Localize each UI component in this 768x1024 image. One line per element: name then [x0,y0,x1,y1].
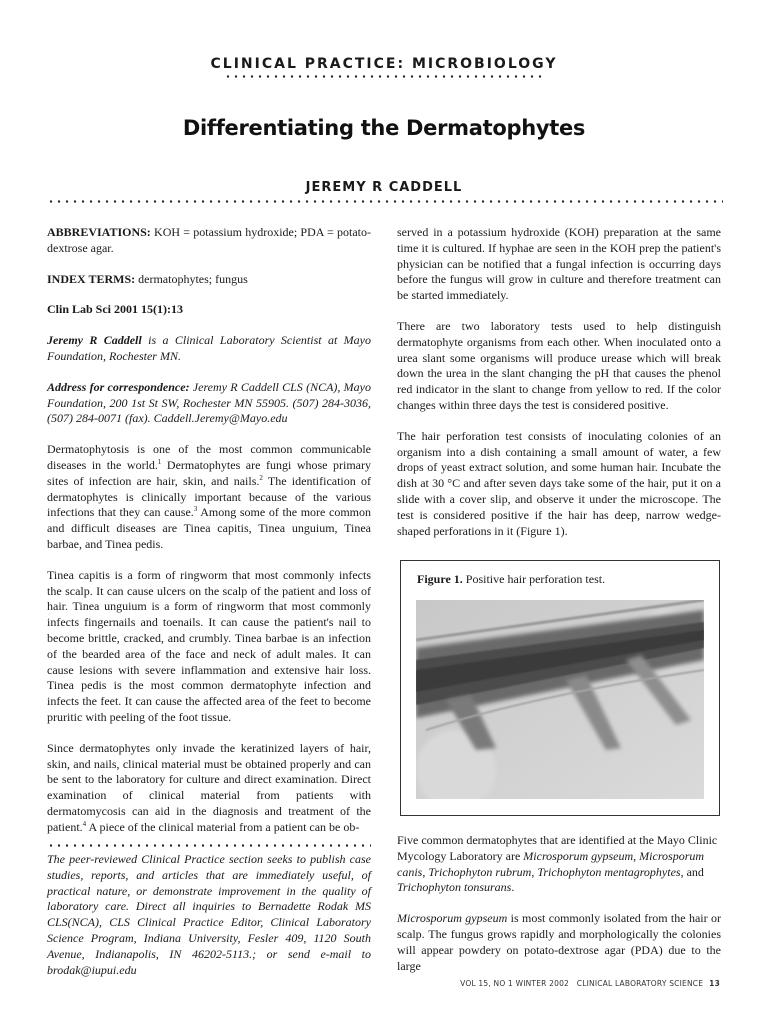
ref-4: 4 [82,819,87,828]
index-terms-label: INDEX TERMS: [47,271,136,286]
paragraph-specimen [47,741,371,836]
page-footer [460,979,720,988]
citation: Clin Lab Sci 2001 15(1):13 [47,302,184,317]
footer-journal: CLINICAL LABORATORY SCIENCE [576,979,704,988]
footer-issue: VOL 15, NO 1 WINTER 2002 [460,979,570,988]
editorial-footnote: The peer-reviewed Clinical Practice section seeks to publish case studies, reports, and articles that are immediately useful, of practical nature, or demonstrate improvement in the quality of laboratory care. Direct all inquiries to Bernadette Rodak MS CLS(NCA), CLS Clinical Practice Editor, Clinical Laboratory Science Program, Indiana University, Fesler 409, 1120 South Avenue, Indianapolis, IN 46202-5113.; or send e-mail to brodak@iupui.edu [47,852,371,977]
index-terms-text: dermatophytes; fungus [135,271,248,286]
correspondence [47,380,371,427]
paragraph-m-gypseum [397,911,721,974]
affiliation [47,333,371,365]
footnote-rule [47,844,371,847]
right-column-lower [397,833,721,989]
abbreviations-label: ABBREVIATIONS: [47,225,151,239]
left-column [47,225,371,851]
section-heading: CLINICAL PRACTICE: MICROBIOLOGY [210,56,558,72]
article-title: Differentiating the Dermatophytes [182,116,586,140]
ref-1: 1 [157,457,162,466]
species-t-mentagrophytes: Trichophyton mentagrophytes [537,864,681,879]
paragraph-urea: There are two laboratory tests used to help distinguish dermatophyte organisms from each other. When inoculated onto a urea slant some organisms will produce urease which will break down the urea in the slant changing the pH that causes the phenol red indicator in the slant to change from yellow to red. If the color changes within three days the test is considered positive. [397,318,721,412]
paragraph-koh: served in a potassium hydroxide (KOH) preparation at the same time it is cultured. If hyphae are seen in the KOH prep the patient's physician can be notified that a fungal infection is occurring days before the fungus will grow in culture and therefore treatment can be started immediately. [397,225,721,303]
section-heading-underline [224,75,546,78]
index-terms [47,272,371,288]
figure-1 [400,560,720,816]
species-m-canis: Microsporum canis [397,848,705,879]
sentence-end: . [511,880,515,895]
author-rule [47,200,723,203]
figure-caption-text: Positive hair perforation test. [462,572,606,586]
correspondence-label: Address for correspondence: [47,379,190,394]
specimen-text-1: Since dermatophytes only invade the keratinized layers of hair, skin, and nails, clinical material must be obtained properly and can be sent to the laboratory for culture and direct examination. Direct examination of clinical material from patients with dermatomycosis can aid in the diagnosis and treatment of the patient. [47,740,371,834]
abbreviations [47,225,371,257]
species-separator: , [422,864,429,879]
hair-micrograph [416,600,704,799]
species-t-rubrum: Trichophyton rubrum [428,864,532,879]
ref-3: 3 [193,505,198,514]
intro-text-4: Among some of the more common and difficult diseases are Tinea capitis, Tinea unguium, Tinea barbae, and Tinea pedis. [47,505,371,551]
paragraph-tinea: Tinea capitis is a form of ringworm that most commonly infects the scalp. It can cause ulcers on the scalp of the patient and loss of hair. Tinea unguium is a form of ringworm that most commonly infects fingernails and toenails. It can cause the patient's nail to become brittle, cracked, and crumbly. Tinea barbae is an infection of the bearded area of the face and neck of adult males. It can cause lesions with severe inflammation and extensive hair loss. Tinea pedis is the most common dermatophyte infection and infects the feet. It can cause the affected area of the feet to become pruritic with peeling of the foot tissue. [47,567,371,724]
figure-caption [417,572,605,587]
specimen-text-2: A piece of the clinical material from a patient can be ob- [86,819,360,834]
intro-text-2: Dermatophytes are fungi whose primary sites of infection are hair, skin, and nails. [47,457,371,488]
species-m-gypseum-2: Microsporum gypseum [397,911,508,926]
species-separator: , and [680,864,704,879]
abbreviations-text: KOH = potassium hydroxide; PDA = potato-dextrose agar. [47,225,371,255]
figure-label: Figure 1. [417,572,463,586]
m-gypseum-text: is most commonly isolated from the hair or scalp. The fungus grows rapidly and morphologically the colonies will appear powdery on potato-dextrose agar (PDA) due to the large [397,911,721,973]
right-column [397,225,721,554]
species-separator: , [633,848,640,863]
paragraph-intro [47,442,371,553]
affiliation-name: Jeremy R Caddell [47,333,142,348]
species-separator: , [531,864,538,879]
page-number: 13 [709,979,720,988]
ref-2: 2 [259,473,263,482]
correspondence-text: Jeremy R Caddell CLS (NCA), Mayo Foundation, 200 1st St SW, Rochester MN 55905. (507) 284-3036, (507) 284-0071 (fax). Caddell.Jeremy@Mayo.edu [47,379,371,426]
paragraph-five-dermatophytes [397,833,721,896]
affiliation-text: is a Clinical Laboratory Scientist at Mayo Foundation, Rochester MN. [47,333,371,363]
intro-text-1: Dermatophytosis is one of the most common communicable diseases in the world. [47,442,371,472]
species-t-tonsurans: Trichophyton tonsurans [397,880,512,895]
article-author: JEREMY R CADDELL [305,180,463,195]
intro-text-3: The identification of dermatophytes is clinically important because of the various infections that they can cause. [47,473,371,520]
paragraph-hair-test: The hair perforation test consists of inoculating colonies of an organism into a dish containing a small amount of water, a few drops of yeast extract solution, and some human hair. Incubate the dish at 30 °C and after seven days take some of the hair, put it on a slide with a cover slip, and observe it under the microscope. The test is considered positive if the hair has deep, narrow wedge-shaped perforations in it (Figure 1). [397,428,721,538]
micrograph-image [416,600,704,799]
species-m-gypseum: Microsporum gypseum [523,848,634,863]
five-text: Five common dermatophytes that are identified at the Mayo Clinic Mycology Laboratory are [397,833,718,863]
